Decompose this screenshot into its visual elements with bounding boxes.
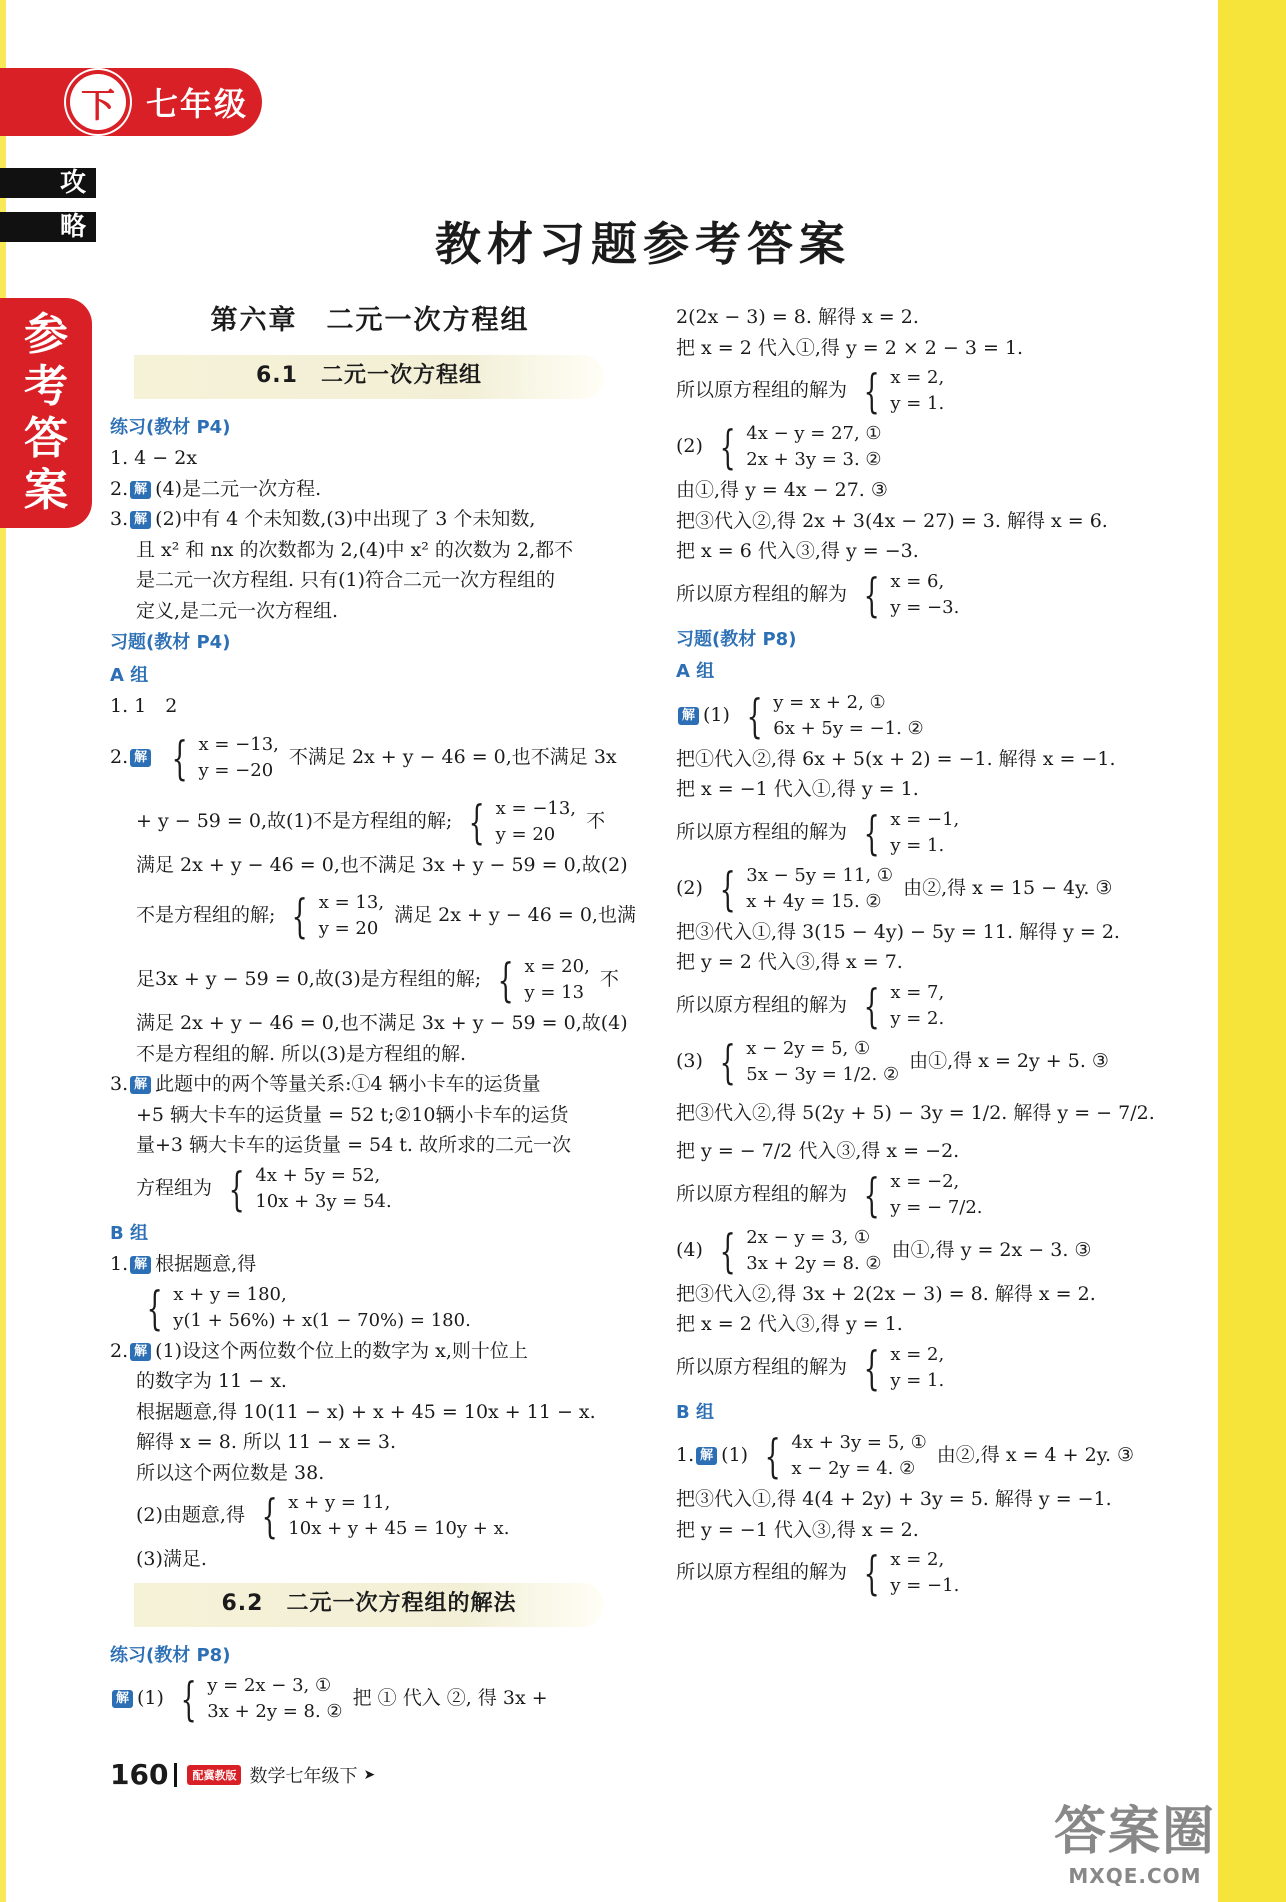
equation-system: { x = −13, y = 20 xyxy=(468,794,577,849)
answer-line: 把①代入②,得 6x + 5(x + 2) = −1. 解得 x = −1. xyxy=(676,747,1116,770)
answer-line: 2(2x − 3) = 8. 解得 x = 2. xyxy=(676,306,919,328)
answer-text: 不 xyxy=(586,809,606,832)
answer-line xyxy=(110,1249,630,1280)
answer-line: 把 y = 2 代入③,得 x = 7. xyxy=(676,951,903,973)
group-heading: B 组 xyxy=(110,1222,148,1244)
equation-system: { x = −1, y = 1. xyxy=(863,805,960,860)
answer-text: (4) xyxy=(676,1238,703,1261)
answer-text: (4)是二元一次方程. xyxy=(155,477,322,500)
answer-line xyxy=(676,688,1196,744)
equation: 2x + 3y = 3. ② xyxy=(746,449,882,470)
equation-system: { 4x + 3y = 5, ① x − 2y = 4. ② xyxy=(764,1429,927,1483)
answer-text: 根据题意,得 xyxy=(155,1253,257,1275)
equation-system: { 3x − 5y = 11, ① x + 4y = 15. ② xyxy=(719,861,894,916)
equation: x + y = 180, xyxy=(173,1283,287,1305)
answer-text: 不 xyxy=(599,968,619,990)
solution-badge: 解 xyxy=(678,707,699,725)
equation: x = 2, xyxy=(890,1549,945,1570)
solution-badge: 解 xyxy=(130,1343,151,1361)
answer-line xyxy=(110,1671,630,1727)
page-footer xyxy=(110,1758,375,1791)
solution-badge: 解 xyxy=(130,749,151,767)
side-tab-char: 案 xyxy=(24,465,68,516)
answer-line: 满足 2x + y − 46 = 0,也不满足 3x + y − 59 = 0,故(2) xyxy=(136,853,628,876)
grade-tab xyxy=(0,68,262,136)
answer-text: (3) xyxy=(676,1049,703,1072)
solution-badge: 解 xyxy=(112,1690,133,1708)
answer-line: 把③代入②,得 3x + 2(2x − 3) = 8. 解得 x = 2. xyxy=(676,1282,1096,1305)
equation: y = −3. xyxy=(890,596,960,618)
equation-system: { 4x − y = 27, ① 2x + 3y = 3. ② xyxy=(719,420,882,474)
answer-line xyxy=(676,363,1196,419)
answer-line: 把 x = 6 代入③,得 y = −3. xyxy=(676,540,919,562)
equation: x + 4y = 15. ② xyxy=(746,890,882,912)
equation: 2x − y = 3, ① xyxy=(746,1226,871,1248)
equation: y = 1. xyxy=(890,393,945,414)
equation-system: { x = 2, y = 1. xyxy=(863,1340,945,1395)
answer-line: 把 y = −1 代入③,得 x = 2. xyxy=(676,1518,919,1541)
answer-line xyxy=(676,567,1196,623)
equation: 3x − 5y = 11, ① xyxy=(746,864,894,886)
answer-line: 定义,是二元一次方程组. xyxy=(136,599,339,622)
answer-line xyxy=(676,1223,1196,1279)
answer-line xyxy=(110,730,630,786)
item-number: 2. xyxy=(110,1339,129,1362)
answer-line: 1. 4 − 2x xyxy=(110,447,198,469)
answer-line: 由①,得 y = 4x − 27. ③ xyxy=(676,479,888,501)
answer-text: 由①,得 x = 2y + 5. ③ xyxy=(909,1049,1109,1072)
answer-text: 不满足 2x + y − 46 = 0,也不满足 3x xyxy=(288,745,617,768)
watermark xyxy=(1054,1789,1216,1888)
equation: 6x + 5y = −1. ② xyxy=(773,717,924,739)
equation-system: { y = x + 2, ① 6x + 5y = −1. ② xyxy=(746,688,924,743)
equation-system: { x = 13, y = 20 xyxy=(292,889,385,943)
answer-line xyxy=(676,805,1196,861)
bar-mark: 略 xyxy=(59,212,86,242)
equation-system: { x + y = 180, y(1 + 56%) + x(1 − 70%) = 180. xyxy=(146,1280,471,1335)
side-tab-char: 考 xyxy=(24,361,68,412)
answer-text: 由②,得 x = 4 + 2y. ③ xyxy=(936,1444,1135,1466)
answer-text: (2)中有 4 个未知数,(3)中出现了 3 个未知数, xyxy=(155,508,536,530)
answer-line: 把 x = 2 代入③,得 y = 1. xyxy=(676,1313,903,1335)
equation: 3x + 2y = 8. ② xyxy=(746,1252,882,1274)
answer-line xyxy=(676,861,1196,917)
equation: x − 2y = 5, ① xyxy=(746,1037,871,1059)
answer-line: 把 y = − 7/2 代入③,得 x = −2. xyxy=(676,1140,960,1162)
side-tab-char: 答 xyxy=(24,413,68,464)
answer-line: +5 辆大卡车的运货量 = 52 t;②10辆小卡车的运货 xyxy=(136,1103,569,1126)
solution-badge: 解 xyxy=(130,1256,151,1274)
answer-line xyxy=(676,419,1196,475)
equation: y(1 + 56%) + x(1 − 70%) = 180. xyxy=(173,1309,471,1331)
equation-system: { x = 2, y = −1. xyxy=(863,1546,960,1600)
equation: y = −1. xyxy=(890,1575,960,1596)
arrow-right-icon: ➤ xyxy=(363,1766,376,1783)
answer-text: (2) xyxy=(676,876,703,899)
group-heading: A 组 xyxy=(110,664,149,686)
equation: y = −20 xyxy=(198,759,274,781)
equation: 3x + 2y = 8. ② xyxy=(207,1701,343,1722)
answer-line: 解得 x = 8. 所以 11 − x = 3. xyxy=(136,1431,396,1453)
equation-system: { x = −13, y = −20 xyxy=(171,730,279,785)
answer-line: 把 x = −1 代入①,得 y = 1. xyxy=(676,778,919,800)
equation-system: { x = 2, y = 1. xyxy=(863,364,945,418)
equation: x = 7, xyxy=(890,981,945,1003)
answer-text: 方程组为 xyxy=(136,1176,213,1199)
answer-text: 不是方程组的解; xyxy=(136,904,276,926)
answer-line: 把③代入①,得 3(15 − 4y) − 5y = 11. 解得 y = 2. xyxy=(676,920,1120,943)
answer-line: 不是方程组的解. 所以(3)是方程组的解. xyxy=(136,1042,467,1065)
solution-badge: 解 xyxy=(130,511,151,529)
answer-text: 所以原方程组的解为 xyxy=(676,1182,848,1205)
watermark-url: MXQE.COM xyxy=(1068,1864,1202,1888)
yellow-left-edge xyxy=(0,0,6,1902)
exercise-heading: 练习(教材 P4) xyxy=(110,416,231,438)
equation: x = −13, xyxy=(198,733,279,755)
answer-line: 把 x = 2 代入①,得 y = 2 × 2 − 3 = 1. xyxy=(676,336,1024,359)
equation: x = −13, xyxy=(495,797,577,819)
reference-answers-tab xyxy=(0,298,92,528)
answer-line: (3)满足. xyxy=(136,1548,207,1570)
answer-line: 且 x² 和 nx 的次数都为 2,(4)中 x² 的次数为 2,都不 xyxy=(136,538,574,561)
answer-text: 所以原方程组的解为 xyxy=(676,582,848,605)
equation: y = 1. xyxy=(890,1369,945,1391)
equation: x = 6, xyxy=(890,570,945,592)
answer-line: 量+3 辆大卡车的运货量 = 54 t. 故所求的二元一次 xyxy=(136,1134,571,1156)
equation: 4x + 3y = 5, ① xyxy=(791,1432,927,1453)
answer-text: 把 ① 代入 ②, 得 3x + xyxy=(352,1687,548,1709)
answer-text: 所以原方程组的解为 xyxy=(676,379,848,401)
answer-text: 由①,得 y = 2x − 3. ③ xyxy=(891,1238,1092,1261)
answer-line: 把③代入②,得 5(2y + 5) − 3y = 1/2. 解得 y = − 7/2. xyxy=(676,1101,1155,1124)
answer-text: 足3x + y − 59 = 0,故(3)是方程组的解; xyxy=(136,968,482,990)
black-bar xyxy=(0,168,96,198)
equation-system: { x = 6, y = −3. xyxy=(863,567,960,622)
exercise-heading: 习题(教材 P8) xyxy=(676,628,797,650)
chapter-title: 第六章 二元一次方程组 xyxy=(210,305,530,336)
item-number: 3. xyxy=(110,508,129,530)
item-number: 1. xyxy=(676,1444,695,1466)
answer-line: 1. 1 2 xyxy=(110,695,178,717)
answer-line: 所以这个两位数是 38. xyxy=(136,1461,325,1484)
answer-line xyxy=(110,1280,630,1336)
equation-system: { x − 2y = 5, ① 5x − 3y = 1/2. ② xyxy=(719,1034,900,1089)
answer-text: (2)由题意,得 xyxy=(136,1504,245,1526)
equation-system: { 2x − y = 3, ① 3x + 2y = 8. ② xyxy=(719,1223,882,1278)
equation-system: { 4x + 5y = 52, 10x + 3y = 54. xyxy=(228,1161,392,1216)
answer-line xyxy=(676,978,1196,1034)
answer-line xyxy=(110,952,630,1008)
answer-line xyxy=(110,794,630,850)
equation: 5x − 3y = 1/2. ② xyxy=(746,1063,900,1085)
answer-line: 是二元一次方程组. 只有(1)符合二元一次方程组的 xyxy=(136,569,555,591)
equation-system: { x = −2, y = − 7/2. xyxy=(863,1167,983,1222)
answer-line xyxy=(676,1167,1196,1223)
footer-divider xyxy=(174,1763,177,1787)
equation: x = 2, xyxy=(890,1343,945,1365)
equation: 10x + y + 45 = 10y + x. xyxy=(288,1518,510,1539)
section-heading: 6.1 二元一次方程组 xyxy=(134,355,604,399)
group-heading: A 组 xyxy=(676,661,715,682)
answer-text: 所以原方程组的解为 xyxy=(676,1355,848,1378)
yellow-edge-strip xyxy=(1218,0,1286,1902)
exercise-heading: 习题(教材 P4) xyxy=(110,632,231,653)
answer-line xyxy=(676,1034,1196,1090)
bar-mark: 攻 xyxy=(59,168,86,198)
answer-line xyxy=(110,474,630,505)
answer-text: 所以原方程组的解为 xyxy=(676,1561,848,1583)
exercise-heading: 练习(教材 P8) xyxy=(110,1644,231,1666)
item-number: 2. xyxy=(110,745,129,768)
equation-system: { x = 20, y = 13 xyxy=(497,953,590,1007)
answer-text: (1) xyxy=(137,1687,164,1709)
solution-badge: 解 xyxy=(696,1447,717,1465)
answer-text: 由②,得 x = 15 − 4y. ③ xyxy=(903,876,1113,899)
equation: 4x + 5y = 52, xyxy=(255,1164,381,1186)
solution-badge: 解 xyxy=(130,1076,151,1094)
answer-line: 满足 2x + y − 46 = 0,也不满足 3x + y − 59 = 0,故(4) xyxy=(136,1012,628,1034)
answer-line: 把③代入②,得 2x + 3(4x − 27) = 3. 解得 x = 6. xyxy=(676,509,1108,532)
answer-text: 所以原方程组的解为 xyxy=(676,820,848,843)
item-number: 2. xyxy=(110,477,129,500)
section-heading: 6.2 二元一次方程组的解法 xyxy=(134,1583,604,1627)
equation-system: { y = 2x − 3, ① 3x + 2y = 8. ② xyxy=(180,1672,343,1726)
answer-line xyxy=(110,1069,630,1100)
answer-line xyxy=(110,1488,630,1544)
group-heading: B 组 xyxy=(676,1401,714,1423)
answer-text: (1) xyxy=(721,1444,749,1466)
left-column xyxy=(110,300,636,1727)
page-title: 教材习题参考答案 xyxy=(435,217,851,271)
equation: x = 2, xyxy=(890,367,945,388)
item-number: 1. xyxy=(110,1253,129,1275)
answer-line xyxy=(110,888,636,944)
equation-system: { x = 7, y = 2. xyxy=(863,978,945,1033)
equation: 4x − y = 27, ① xyxy=(746,423,882,444)
equation: x = 20, xyxy=(524,956,590,977)
answer-line xyxy=(676,1545,1196,1601)
equation-system: { x + y = 11, 10x + y + 45 = 10y + x. xyxy=(261,1489,510,1543)
answer-text: (1)设这个两位数个位上的数字为 x,则十位上 xyxy=(155,1339,528,1362)
equation: y = x + 2, ① xyxy=(773,691,886,713)
answer-text: 所以原方程组的解为 xyxy=(676,993,848,1016)
grade-label: 七年级 xyxy=(146,85,249,123)
equation: y = 20 xyxy=(318,918,379,939)
equation: x = −1, xyxy=(890,808,960,830)
equation: x = 13, xyxy=(318,892,385,913)
equation: x = −2, xyxy=(890,1170,960,1192)
equation: y = 13 xyxy=(524,982,585,1003)
answer-line: 根据题意,得 10(11 − x) + x + 45 = 10x + 11 − x. xyxy=(136,1400,596,1423)
equation: y = − 7/2. xyxy=(890,1196,983,1218)
answer-line xyxy=(110,504,630,535)
equation: y = 2. xyxy=(890,1007,945,1029)
page-number: 160 xyxy=(110,1758,169,1791)
right-column xyxy=(676,302,1196,1601)
item-number: 3. xyxy=(110,1073,129,1095)
equation: 10x + 3y = 54. xyxy=(255,1190,392,1212)
equation: x − 2y = 4. ② xyxy=(791,1458,916,1479)
equation: y = 20 xyxy=(495,823,556,845)
answer-text: 此题中的两个等量关系:①4 辆小卡车的运货量 xyxy=(155,1073,541,1095)
footer-book-title: 数学七年级 xyxy=(249,1765,340,1787)
equation: y = 2x − 3, ① xyxy=(207,1675,332,1696)
side-tab-char: 参 xyxy=(24,309,68,360)
footer-volume: 下 xyxy=(339,1765,358,1787)
answer-line xyxy=(676,1428,1196,1484)
watermark-logo: 答案圈 xyxy=(1053,1802,1216,1862)
equation: x + y = 11, xyxy=(288,1492,391,1513)
answer-line xyxy=(110,1161,630,1217)
answer-text: (1) xyxy=(703,703,730,726)
answer-line: 的数字为 11 − x. xyxy=(136,1370,287,1392)
answer-line: 把③代入①,得 4(4 + 2y) + 3y = 5. 解得 y = −1. xyxy=(676,1488,1112,1510)
grade-circle: 下 xyxy=(70,74,126,130)
answer-text: + y − 59 = 0,故(1)不是方程组的解; xyxy=(136,809,453,832)
answer-text: 满足 2x + y − 46 = 0,也满 xyxy=(394,904,636,926)
answer-line xyxy=(676,1340,1196,1396)
equation: y = 1. xyxy=(890,834,945,856)
solution-badge: 解 xyxy=(130,481,151,499)
answer-line xyxy=(110,1336,630,1367)
edition-badge: 配冀教版 xyxy=(187,1765,241,1785)
answer-text: (2) xyxy=(676,435,703,457)
